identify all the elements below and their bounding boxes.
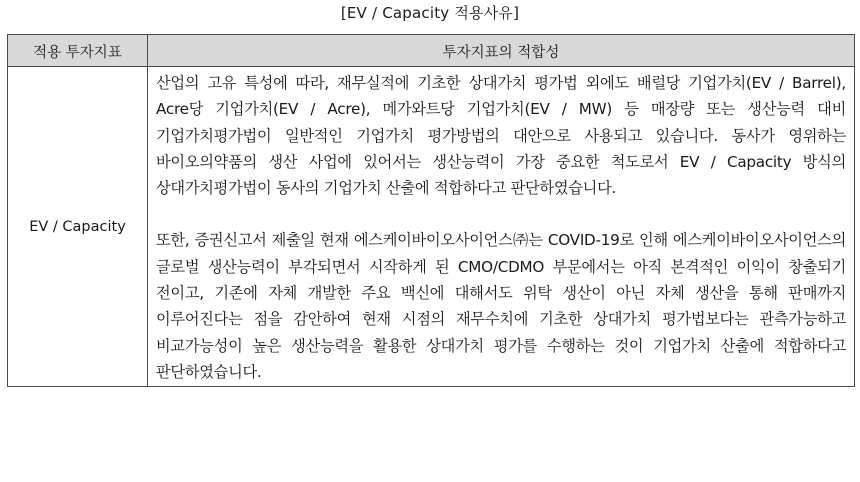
table-header-row: [8, 35, 855, 67]
valuation-metric-table: [7, 34, 855, 387]
paragraph-production-capacity: 또한, 증권신고서 제출일 현재 에스케이바이오사이언스㈜는 COVID-19로 인해 에스케이바이오사이언스의 글로벌 생산능력이 부각되면서 시작하게 된 CMO/CDMO 부문에서는 아직 본격적인 이익이 창출되기 전이고, 기존에 자체 개발한 주요 백신에 대해서도 위탁 생산이 아닌 자체 생산을 통해 판매까지 이루어진다는 점을 감안하여 현재 시점의 재무수치에 기초한 상대가치 평가법보다는 관측가능하고 비교가능성이 높은 생산능력을 활용한 상대가치 평가를 수행하는 것이 기업가치 산출에 적합하다고 판단하였습니다.: [156, 231, 846, 381]
header-applied-metric: 적용 투자지표: [8, 35, 148, 67]
table-caption: [EV / Capacity 적용사유]: [340, 4, 520, 22]
suitability-description: [148, 67, 855, 387]
row-label-ev-capacity: EV / Capacity: [8, 67, 148, 387]
header-metric-suitability: 투자지표의 적합성: [148, 35, 855, 67]
paragraph-industry-characteristics: 산업의 고유 특성에 따라, 재무실적에 기초한 상대가치 평가법 외에도 배럴당 기업가치(EV / Barrel), Acre당 기업가치(EV / Acre), 메가와트당 기업가치(EV / MW) 등 매장량 또는 생산능력 대비 기업가치평가법이 일반적인 기업가치 평가방법의 대안으로 사용되고 있습니다. 동사가 영위하는 바이오의약품의 생산 사업에 있어서는 생산능력이 가장 중요한 척도로서 EV / Capacity 방식의 상대가치평가법이 동사의 기업가치 산출에 적합하다고 판단하였습니다.: [156, 74, 846, 198]
table-row: [8, 67, 855, 387]
paragraph-spacer: [156, 201, 846, 227]
